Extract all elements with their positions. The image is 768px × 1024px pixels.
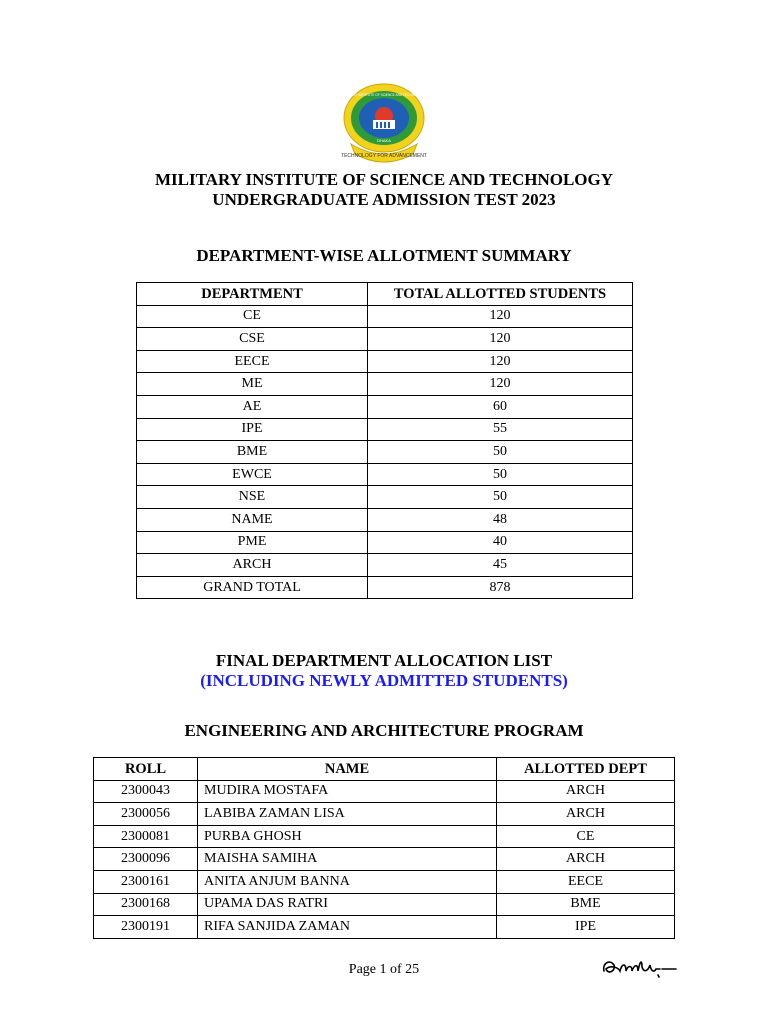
summary-dept-cell: NAME — [137, 508, 368, 531]
allocation-roll-cell: 2300161 — [94, 870, 198, 893]
summary-row — [137, 531, 633, 554]
summary-row — [137, 418, 633, 441]
summary-total-cell: 55 — [368, 418, 633, 441]
summary-dept-cell: CSE — [137, 328, 368, 351]
summary-dept-cell: ME — [137, 373, 368, 396]
summary-table — [136, 282, 633, 599]
allocation-dept-cell: BME — [497, 893, 675, 916]
summary-row — [137, 328, 633, 351]
allocation-roll-cell: 2300191 — [94, 916, 198, 939]
summary-row — [137, 463, 633, 486]
allocation-col-roll: ROLL — [94, 758, 198, 781]
allocation-roll-cell: 2300081 — [94, 825, 198, 848]
allocation-name-cell: MUDIRA MOSTAFA — [198, 780, 497, 803]
summary-col-department: DEPARTMENT — [137, 283, 368, 306]
allocation-dept-cell: EECE — [497, 870, 675, 893]
summary-total-cell: 120 — [368, 373, 633, 396]
summary-total-cell: 50 — [368, 486, 633, 509]
summary-dept-cell: ARCH — [137, 554, 368, 577]
program-title: ENGINEERING AND ARCHITECTURE PROGRAM — [184, 721, 584, 740]
summary-row — [137, 576, 633, 599]
summary-total-cell: 120 — [368, 350, 633, 373]
summary-total-cell: 60 — [368, 395, 633, 418]
allocation-subtitle: (INCLUDING NEWLY ADMITTED STUDENTS) — [200, 671, 568, 690]
summary-total-cell: 50 — [368, 463, 633, 486]
logo-ring-text: MILITARY INSTITUTE OF SCIENCE AND TECHNOLOGY — [342, 93, 426, 97]
summary-row — [137, 441, 633, 464]
summary-dept-cell: GRAND TOTAL — [137, 576, 368, 599]
allocation-roll-cell: 2300168 — [94, 893, 198, 916]
summary-row — [137, 350, 633, 373]
allocation-row — [94, 825, 675, 848]
allocation-row — [94, 916, 675, 939]
allocation-col-dept: ALLOTTED DEPT — [497, 758, 675, 781]
allocation-roll-cell: 2300043 — [94, 780, 198, 803]
allocation-dept-cell: CE — [497, 825, 675, 848]
summary-total-cell: 40 — [368, 531, 633, 554]
summary-dept-cell: EECE — [137, 350, 368, 373]
summary-total-cell: 120 — [368, 328, 633, 351]
allocation-name-cell: MAISHA SAMIHA — [198, 848, 497, 871]
summary-title: DEPARTMENT-WISE ALLOTMENT SUMMARY — [196, 246, 572, 265]
summary-dept-cell: CE — [137, 305, 368, 328]
allocation-roll-cell: 2300096 — [94, 848, 198, 871]
allocation-row — [94, 893, 675, 916]
institute-logo — [339, 80, 429, 166]
summary-row — [137, 508, 633, 531]
institute-title: MILITARY INSTITUTE OF SCIENCE AND TECHNOLOGY — [154, 170, 614, 189]
allocation-row — [94, 848, 675, 871]
summary-dept-cell: EWCE — [137, 463, 368, 486]
summary-dept-cell: IPE — [137, 418, 368, 441]
summary-dept-cell: NSE — [137, 486, 368, 509]
summary-dept-cell: AE — [137, 395, 368, 418]
allocation-row — [94, 870, 675, 893]
allocation-roll-cell: 2300056 — [94, 803, 198, 826]
summary-total-cell: 50 — [368, 441, 633, 464]
summary-row — [137, 554, 633, 577]
allocation-name-cell: ANITA ANJUM BANNA — [198, 870, 497, 893]
summary-total-cell: 48 — [368, 508, 633, 531]
allocation-name-cell: RIFA SANJIDA ZAMAN — [198, 916, 497, 939]
summary-col-total: TOTAL ALLOTTED STUDENTS — [368, 283, 633, 306]
allocation-row — [94, 803, 675, 826]
allocation-name-cell: LABIBA ZAMAN LISA — [198, 803, 497, 826]
allocation-col-name: NAME — [198, 758, 497, 781]
summary-dept-cell: BME — [137, 441, 368, 464]
summary-row — [137, 305, 633, 328]
allocation-dept-cell: ARCH — [497, 780, 675, 803]
allocation-name-cell: PURBA GHOSH — [198, 825, 497, 848]
allocation-table — [93, 757, 675, 939]
summary-row — [137, 373, 633, 396]
allocation-name-cell: UPAMA DAS RATRI — [198, 893, 497, 916]
exam-title: UNDERGRADUATE ADMISSION TEST 2023 — [212, 190, 556, 209]
allocation-row — [94, 780, 675, 803]
page-number: Page 1 of 25 — [348, 962, 420, 977]
allocation-dept-cell: ARCH — [497, 803, 675, 826]
summary-total-cell: 45 — [368, 554, 633, 577]
summary-row — [137, 395, 633, 418]
logo-place: DHAKA — [377, 138, 391, 143]
summary-total-cell: 878 — [368, 576, 633, 599]
logo-motto: TECHNOLOGY FOR ADVANCEMENT — [341, 153, 427, 159]
allocation-title: FINAL DEPARTMENT ALLOCATION LIST — [215, 651, 553, 670]
allocation-dept-cell: ARCH — [497, 848, 675, 871]
signature — [598, 945, 678, 983]
allocation-dept-cell: IPE — [497, 916, 675, 939]
summary-total-cell: 120 — [368, 305, 633, 328]
summary-dept-cell: PME — [137, 531, 368, 554]
summary-row — [137, 486, 633, 509]
